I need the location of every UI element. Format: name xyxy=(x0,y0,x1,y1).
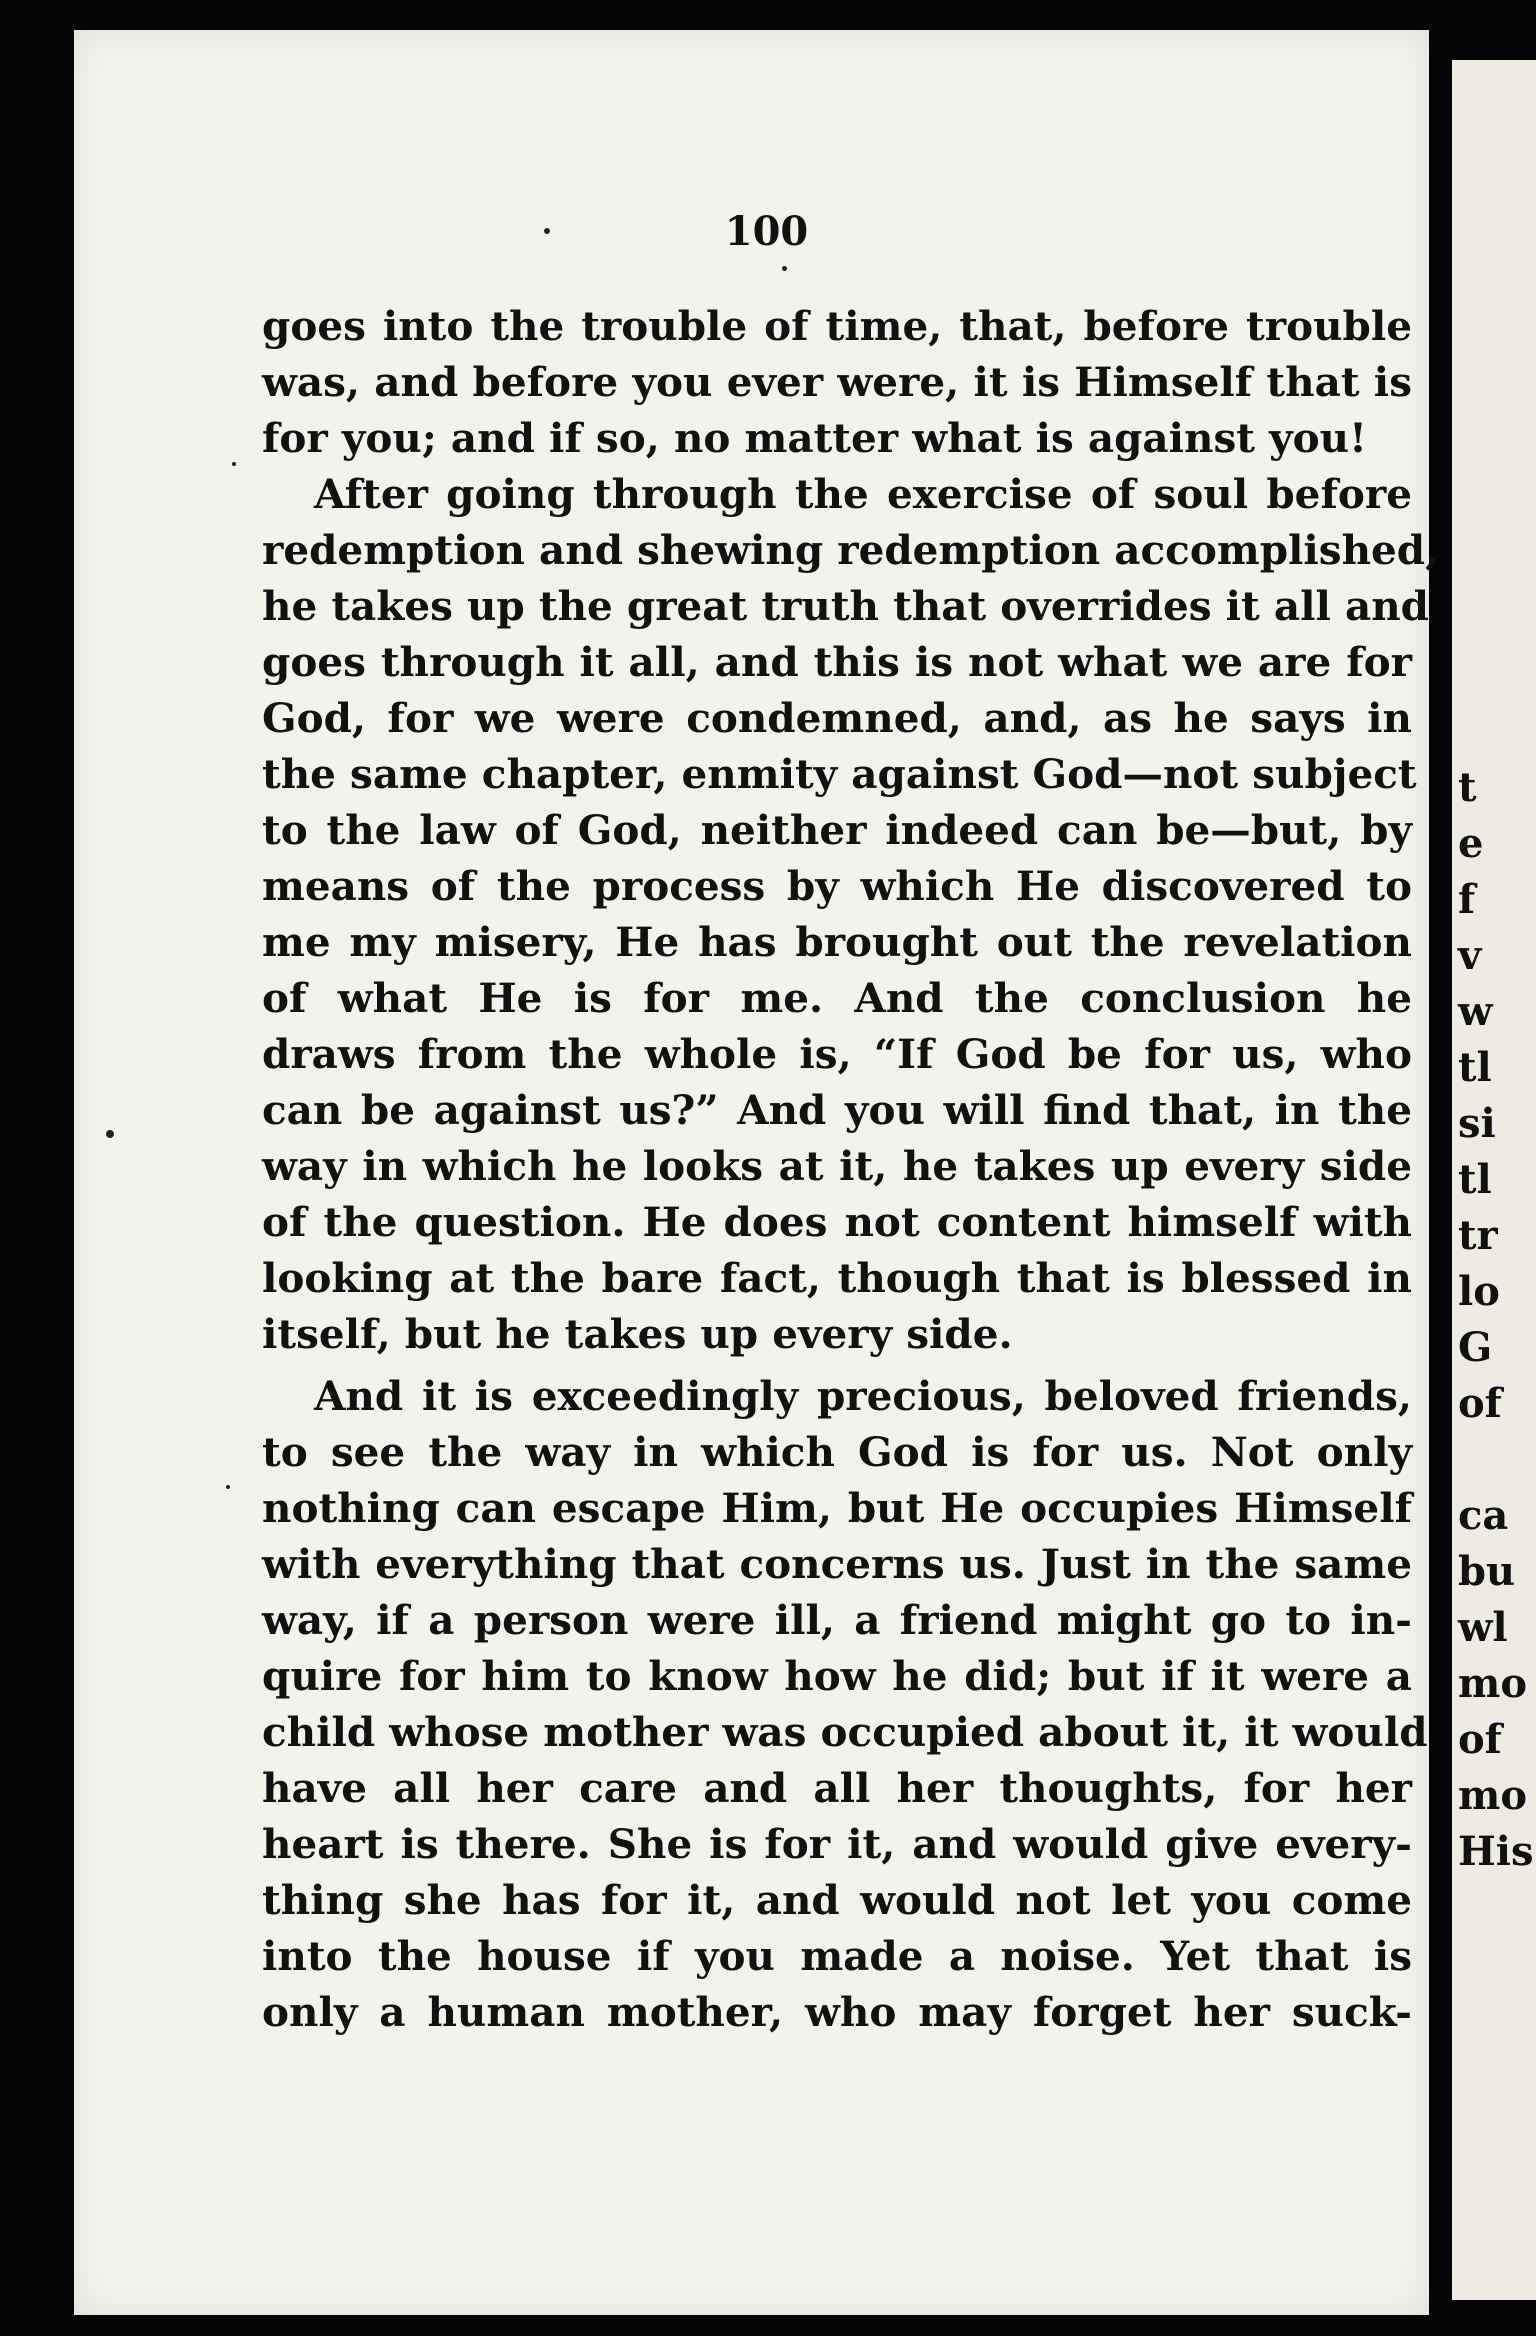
text-line: he takes up the great truth that overrides it all and xyxy=(262,582,1429,630)
fragment-line: bu xyxy=(1458,1548,1516,1595)
book-page xyxy=(74,30,1440,2315)
print-speck xyxy=(232,462,236,466)
text-line: After going through the exercise of soul before xyxy=(314,470,1412,518)
fragment-line: of xyxy=(1458,1716,1502,1763)
fragment-line: lo xyxy=(1458,1268,1500,1315)
adjacent-page-edge xyxy=(1452,60,1536,2300)
page-number: 100 xyxy=(724,208,809,255)
fragment-line: si xyxy=(1458,1100,1496,1147)
fragment-line: mo xyxy=(1458,1660,1528,1707)
text-line: goes into the trouble of time, that, before trouble xyxy=(262,302,1412,350)
text-line: of the question. He does not content himself with xyxy=(262,1198,1412,1246)
text-line: means of the process by which He discovered to xyxy=(262,862,1412,910)
fragment-line: wl xyxy=(1458,1604,1508,1651)
fragment-line: e xyxy=(1458,820,1484,867)
text-line: And it is exceedingly precious, beloved friends, xyxy=(314,1372,1412,1420)
text-line: quire for him to know how he did; but if it were a xyxy=(262,1652,1412,1700)
fragment-line: ca xyxy=(1458,1492,1509,1539)
fragment-line: tr xyxy=(1458,1212,1498,1259)
text-line: have all her care and all her thoughts, for her xyxy=(262,1764,1412,1812)
text-line: thing she has for it, and would not let you come xyxy=(262,1876,1412,1924)
fragment-line: mo xyxy=(1458,1772,1528,1819)
text-line: nothing can escape Him, but He occupies Himself xyxy=(262,1484,1412,1532)
adjacent-page-fragments xyxy=(1458,760,1536,1880)
text-line: the same chapter, enmity against God—not subject xyxy=(262,750,1417,798)
text-line: me my misery, He has brought out the revelation xyxy=(262,918,1412,966)
fragment-line: His xyxy=(1458,1828,1534,1875)
print-speck xyxy=(226,1485,230,1489)
print-speck xyxy=(544,228,550,234)
text-line: redemption and shewing redemption accomplished, xyxy=(262,526,1440,574)
text-line: way, if a person were ill, a friend might go to in- xyxy=(262,1596,1412,1644)
text-line: way in which he looks at it, he takes up every side xyxy=(262,1142,1412,1190)
text-line: draws from the whole is, “If God be for us, who xyxy=(262,1030,1412,1078)
print-speck xyxy=(782,266,787,271)
text-line: can be against us?” And you will find that, in the xyxy=(262,1086,1412,1134)
text-line: for you; and if so, no matter what is against you! xyxy=(262,414,1367,462)
text-line: itself, but he takes up every side. xyxy=(262,1310,1013,1358)
text-line: to the law of God, neither indeed can be—but, by xyxy=(262,806,1412,854)
fragment-line: w xyxy=(1458,988,1493,1035)
text-line: into the house if you made a noise. Yet that is xyxy=(262,1932,1412,1980)
text-line: to see the way in which God is for us. Not only xyxy=(262,1428,1412,1476)
fragment-line: tl xyxy=(1458,1156,1492,1203)
text-line: looking at the bare fact, though that is blessed in xyxy=(262,1254,1412,1302)
print-speck xyxy=(106,1130,114,1138)
fragment-line: tl xyxy=(1458,1044,1492,1091)
fragment-line xyxy=(1458,1432,1536,1488)
fragment-line: G xyxy=(1458,1324,1493,1371)
text-line: only a human mother, who may forget her suck- xyxy=(262,1988,1412,2036)
text-line: God, for we were condemned, and, as he says in xyxy=(262,694,1412,742)
text-line: with everything that concerns us. Just in the same xyxy=(262,1540,1412,1588)
text-line: heart is there. She is for it, and would give every- xyxy=(262,1820,1412,1868)
fragment-line: f xyxy=(1458,876,1476,923)
page-body xyxy=(262,298,1440,2040)
fragment-line: t xyxy=(1458,764,1477,811)
fragment-line: of xyxy=(1458,1380,1502,1427)
text-line: child whose mother was occupied about it, it would xyxy=(262,1708,1428,1756)
text-line: goes through it all, and this is not what we are for xyxy=(262,638,1412,686)
fragment-line: v xyxy=(1458,932,1482,979)
text-line: was, and before you ever were, it is Himself that is xyxy=(262,358,1412,406)
text-line: of what He is for me. And the conclusion he xyxy=(262,974,1412,1022)
